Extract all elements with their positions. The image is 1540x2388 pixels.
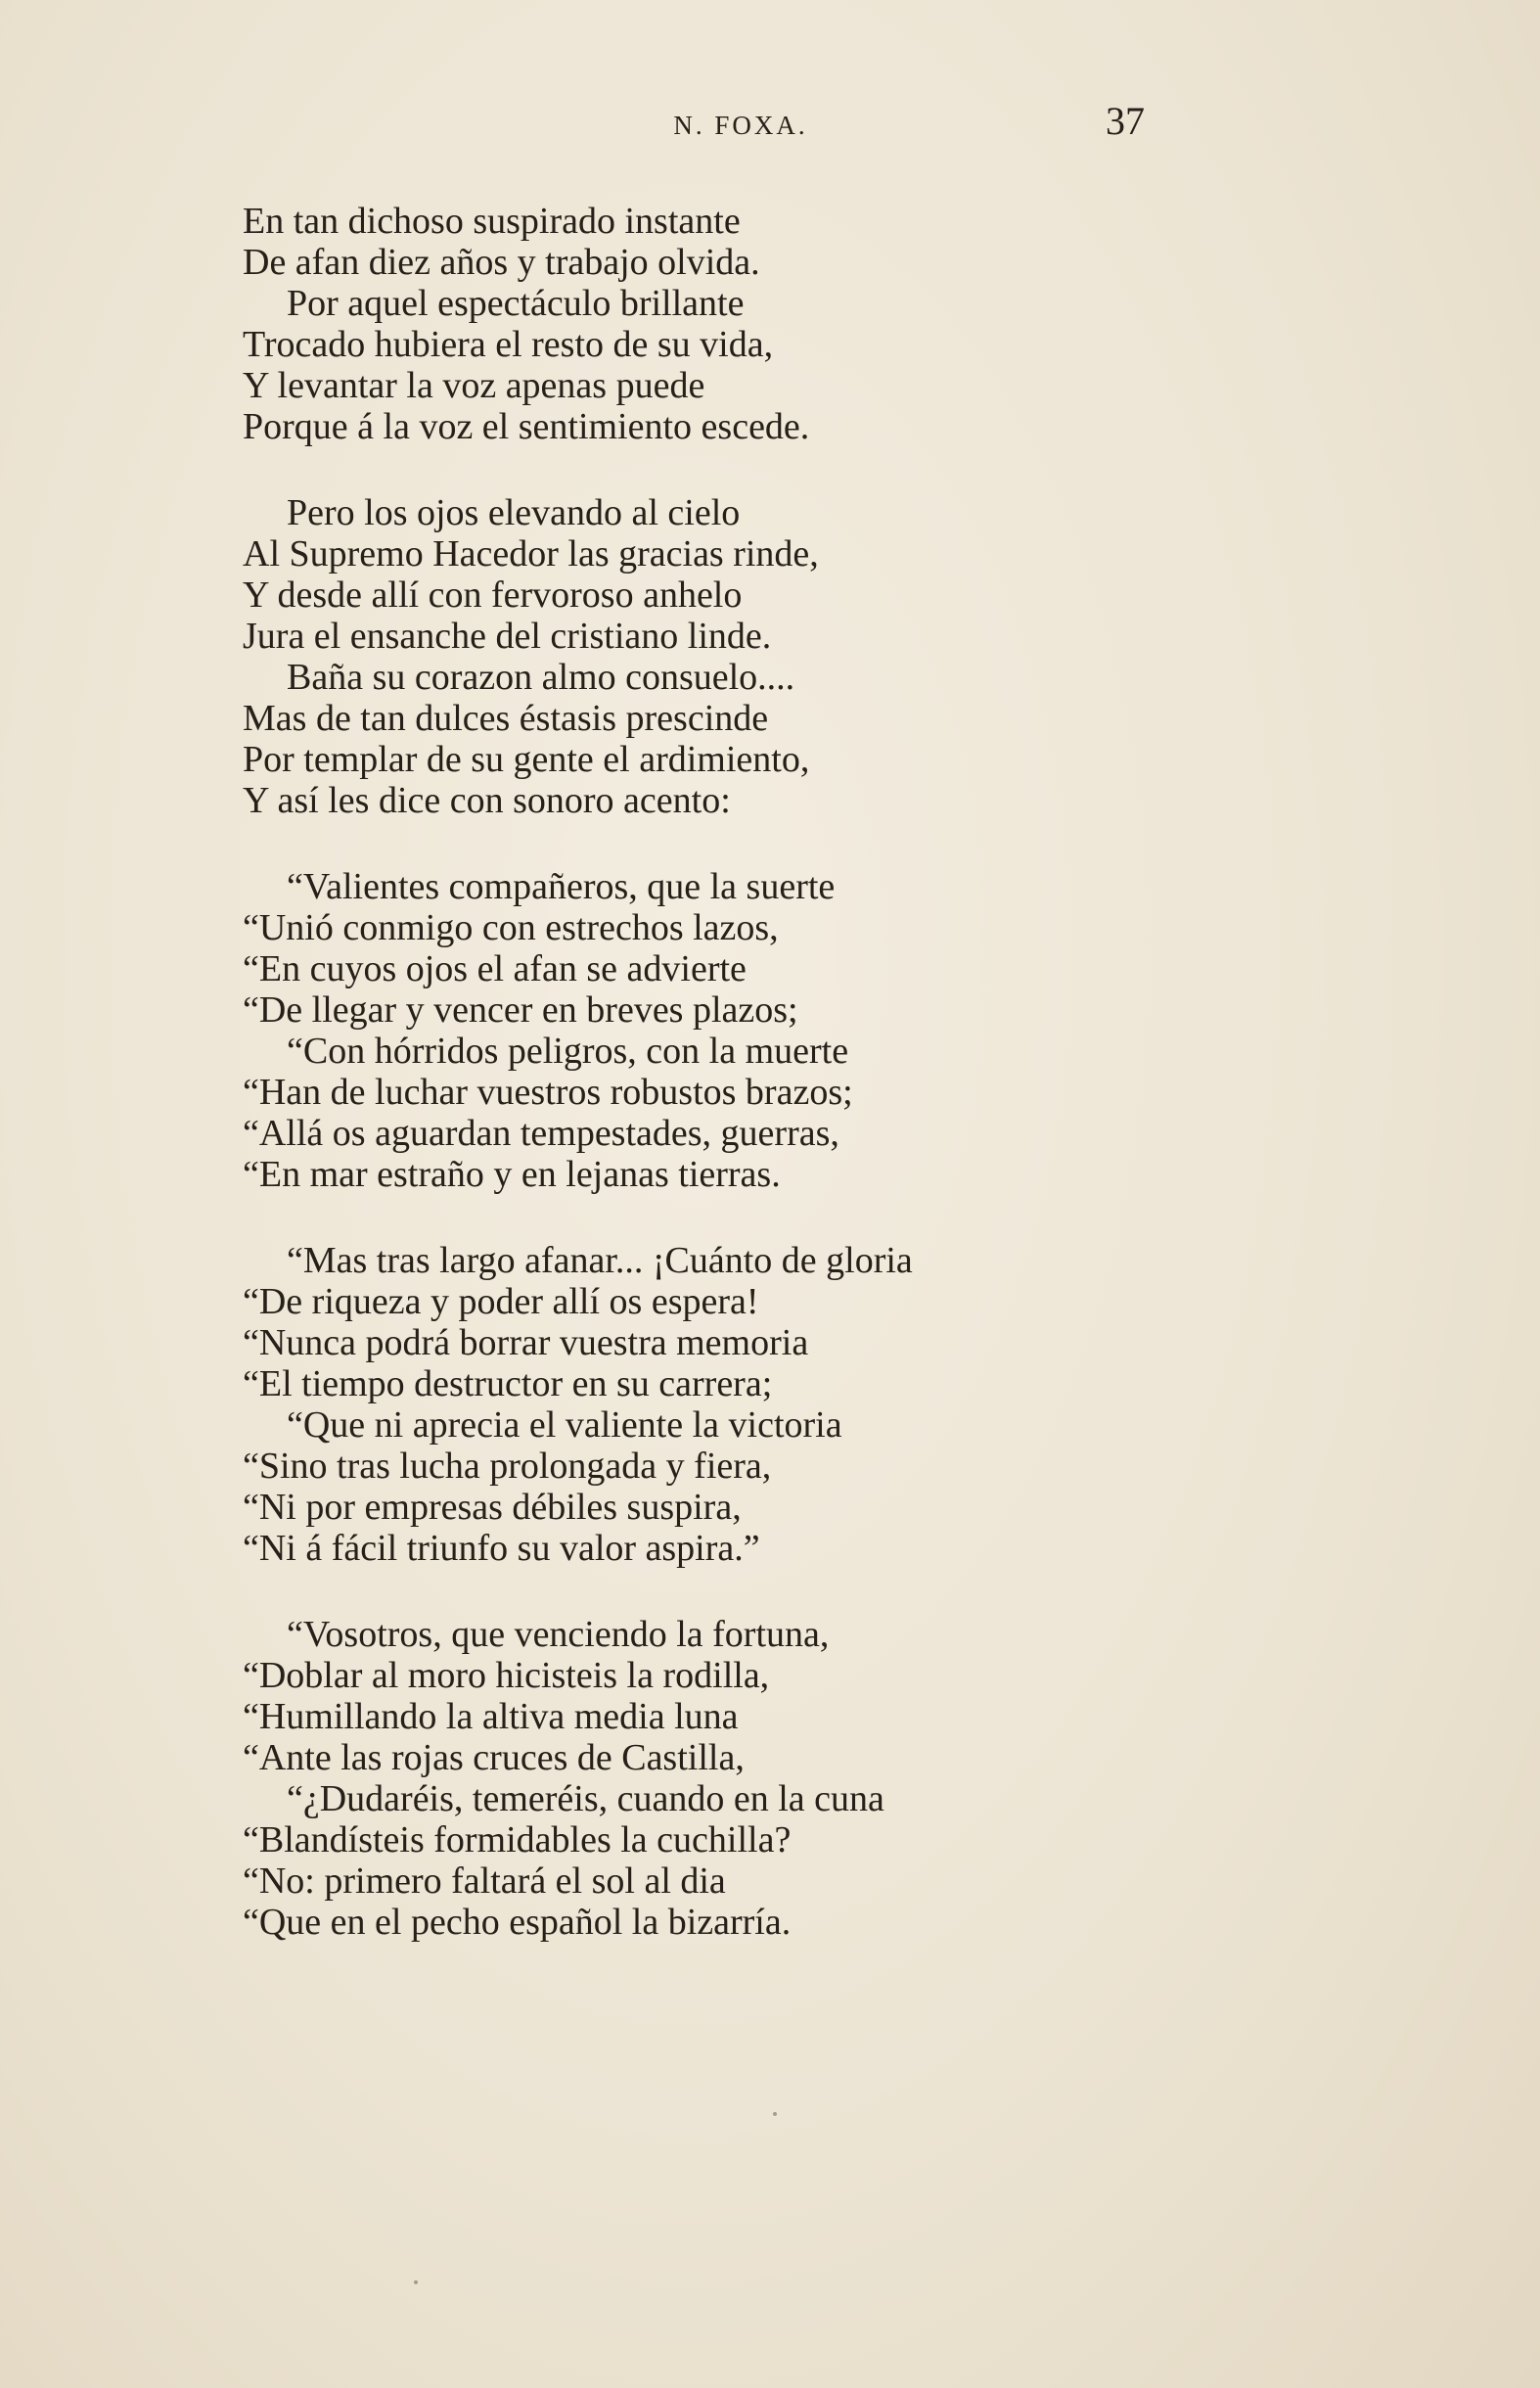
verse-line: “Que en el pecho español la bizarría. bbox=[243, 1902, 792, 1943]
verse-line: “Que ni aprecia el valiente la victoria bbox=[287, 1404, 842, 1446]
verse-line: “Valientes compañeros, que la suerte bbox=[287, 866, 836, 907]
running-title: N. FOXA. bbox=[673, 111, 808, 140]
verse-line: Y levantar la voz apenas puede bbox=[243, 365, 705, 406]
verse-line: Porque á la voz el sentimiento escede. bbox=[243, 406, 810, 447]
poem-body bbox=[243, 201, 1329, 1988]
verse-line: Al Supremo Hacedor las gracias rinde, bbox=[243, 533, 819, 574]
page-number: 37 bbox=[1106, 99, 1145, 143]
verse-line: “De llegar y vencer en breves plazos; bbox=[243, 989, 798, 1031]
verse-line: Baña su corazon almo consuelo.... bbox=[287, 657, 795, 698]
verse-line: Y así les dice con sonoro acento: bbox=[243, 780, 731, 821]
stanza bbox=[243, 492, 1329, 821]
verse-line: “Blandísteis formidables la cuchilla? bbox=[243, 1819, 792, 1860]
paper-speck bbox=[414, 2280, 418, 2284]
stanza bbox=[243, 1240, 1329, 1569]
verse-line: “Unió conmigo con estrechos lazos, bbox=[243, 907, 779, 948]
verse-line: “En mar estraño y en lejanas tierras. bbox=[243, 1154, 781, 1195]
verse-line: “Sino tras lucha prolongada y fiera, bbox=[243, 1446, 772, 1487]
verse-line: “Mas tras largo afanar... ¡Cuánto de gloria bbox=[287, 1240, 913, 1281]
verse-line: Trocado hubiera el resto de su vida, bbox=[243, 324, 774, 365]
stanza bbox=[243, 201, 1329, 447]
verse-line: “Han de luchar vuestros robustos brazos; bbox=[243, 1072, 853, 1113]
verse-line: Mas de tan dulces éstasis prescinde bbox=[243, 698, 769, 739]
verse-line: “El tiempo destructor en su carrera; bbox=[243, 1363, 773, 1404]
paper-speck bbox=[773, 2112, 777, 2116]
verse-line: “Nunca podrá borrar vuestra memoria bbox=[243, 1322, 809, 1363]
verse-line: “En cuyos ojos el afan se advierte bbox=[243, 948, 747, 989]
verse-line: “Ante las rojas cruces de Castilla, bbox=[243, 1737, 745, 1778]
verse-line: Jura el ensanche del cristiano linde. bbox=[243, 616, 772, 657]
verse-line: Por templar de su gente el ardimiento, bbox=[243, 739, 810, 780]
verse-line: “De riqueza y poder allí os espera! bbox=[243, 1281, 759, 1322]
stanza bbox=[243, 1614, 1329, 1943]
verse-line: Y desde allí con fervoroso anhelo bbox=[243, 574, 743, 616]
verse-line: “¿Dudaréis, temeréis, cuando en la cuna bbox=[287, 1778, 884, 1819]
verse-line: “No: primero faltará el sol al dia bbox=[243, 1860, 726, 1902]
verse-line: “Allá os aguardan tempestades, guerras, bbox=[243, 1113, 839, 1154]
verse-line: En tan dichoso suspirado instante bbox=[243, 201, 741, 242]
verse-line: Por aquel espectáculo brillante bbox=[287, 283, 745, 324]
verse-line: “Ni por empresas débiles suspira, bbox=[243, 1487, 742, 1528]
verse-line: “Doblar al moro hicisteis la rodilla, bbox=[243, 1655, 770, 1696]
verse-line: Pero los ojos elevando al cielo bbox=[287, 492, 741, 533]
verse-line: “Humillando la altiva media luna bbox=[243, 1696, 739, 1737]
verse-line: De afan diez años y trabajo olvida. bbox=[243, 242, 760, 283]
stanza bbox=[243, 866, 1329, 1195]
verse-line: “Con hórridos peligros, con la muerte bbox=[287, 1031, 849, 1072]
verse-line: “Ni á fácil triunfo su valor aspira.” bbox=[243, 1528, 760, 1569]
verse-line: “Vosotros, que venciendo la fortuna, bbox=[287, 1614, 830, 1655]
